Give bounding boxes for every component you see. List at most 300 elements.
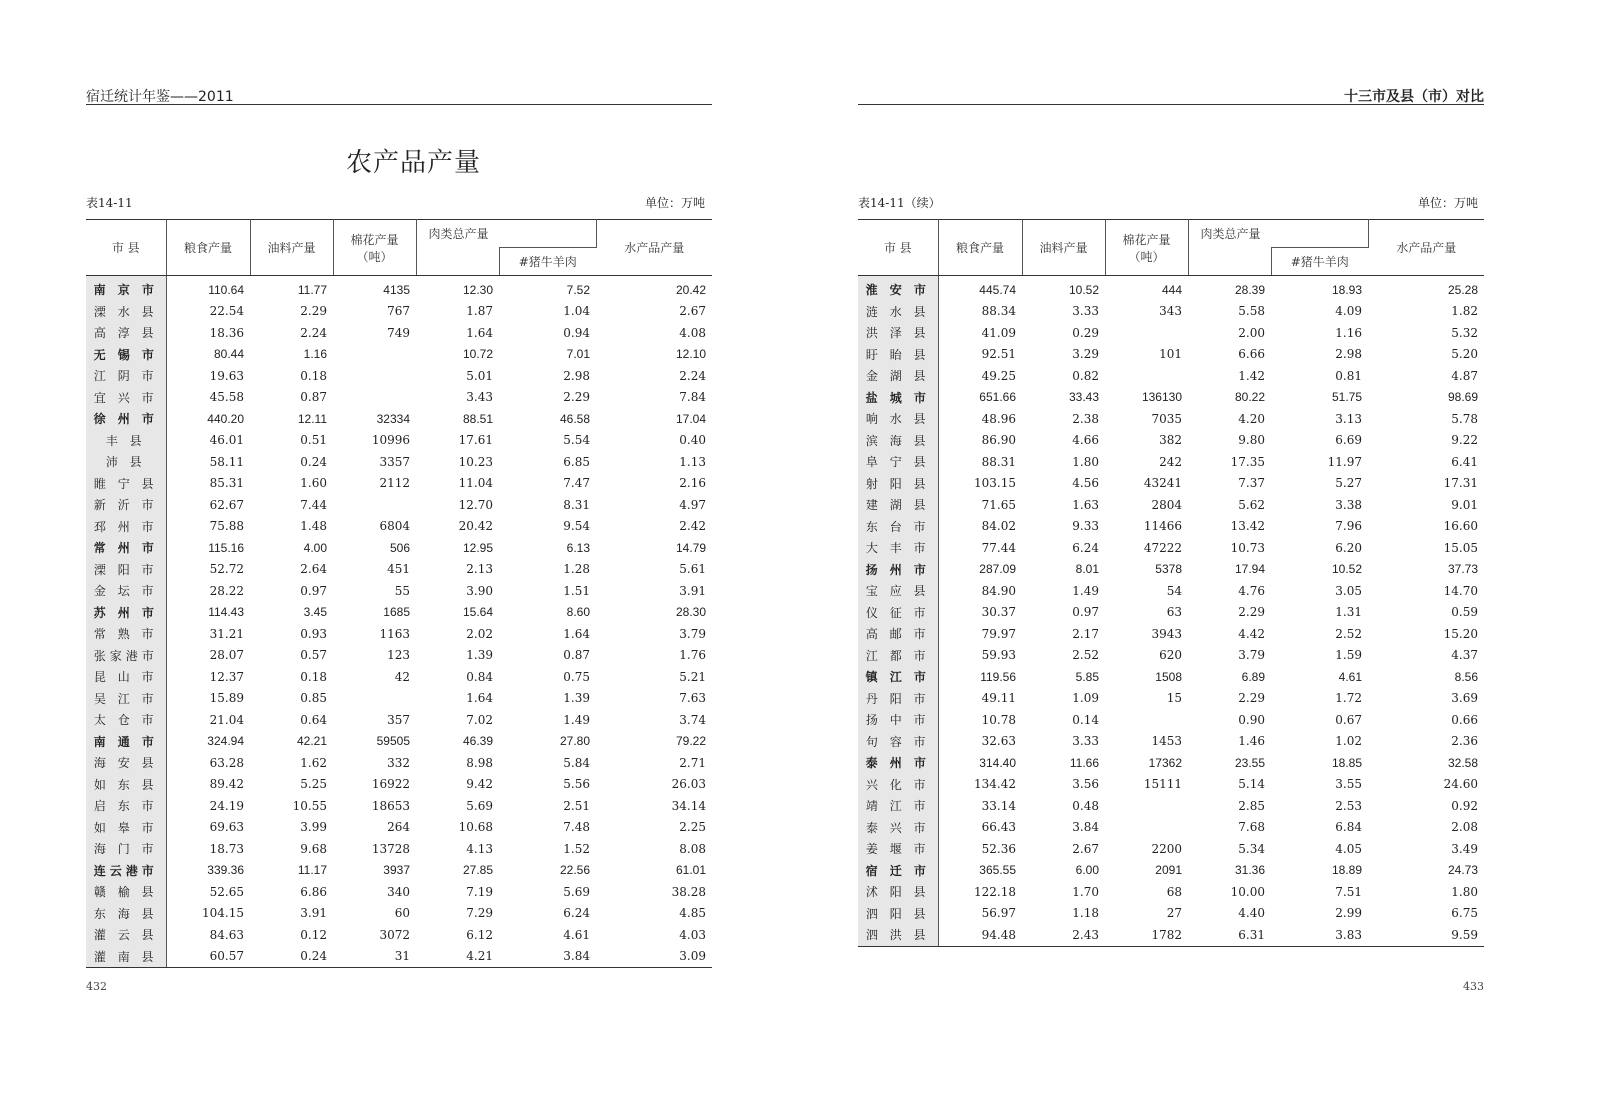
cell-grain: 94.48 [938,924,1022,946]
cell-aquatic: 0.66 [1451,712,1479,727]
cell-grain: 75.88 [209,519,244,534]
cell-meat: 1.46 [1238,734,1265,749]
cell-aquatic: 5.78 [1451,411,1479,426]
cell-grain: 41.09 [981,325,1016,340]
cell-oil: 0.97 [1072,605,1099,620]
row-name: 启 东 市 [86,795,166,817]
cell-meat: 9.42 [466,777,493,792]
cell-grain: 59.93 [981,648,1016,663]
cell-meat-sub: 1.64 [563,626,591,641]
cell-grain: 49.25 [981,368,1016,383]
row-name: 徐 州 市 [86,408,166,430]
table-row [858,408,1484,430]
cell-cotton: 43241 [1143,476,1182,491]
cell-aquatic: 3.74 [679,712,707,727]
unit-label: 单位：万吨 [1417,196,1478,210]
cell-meat-sub: 7.48 [563,820,591,835]
row-name: 海 安 县 [86,752,166,774]
cell-meat: 4.76 [1238,583,1265,598]
cell-aquatic: 28.30 [675,605,707,620]
cell-aquatic: 2.36 [1451,734,1479,749]
cell-cotton: 444 [1161,282,1182,297]
cell-grain: 134.42 [974,777,1016,792]
cell-cotton: 1685 [383,605,410,620]
cell-meat-sub: 1.16 [1335,325,1363,340]
table-row [86,795,712,817]
cell-meat: 1.64 [466,691,493,706]
cell-meat-sub: 4.09 [1335,304,1363,319]
page-number-right: 433 [1463,980,1484,993]
cell-aquatic: 17.04 [675,411,707,426]
cell-meat: 3.43 [466,390,493,405]
cell-meat-sub: 5.69 [563,884,591,899]
cell-meat-sub: 18.85 [1331,755,1363,770]
cell-meat: 10.00 [1230,884,1265,899]
page-title: 农产品产量 [346,148,482,178]
table-row [86,516,712,538]
cell-cotton: 340 [387,884,410,899]
cell-oil: 2.67 [1072,841,1099,856]
cell-grain: 365.55 [979,863,1016,878]
cell-meat: 88.51 [462,411,493,426]
header-meat-sub: #猪牛羊肉 [1271,248,1368,276]
table-row [858,924,1484,946]
cell-oil: 1.70 [1072,884,1099,899]
table-row [86,623,712,645]
row-name: 如 东 县 [86,774,166,796]
cell-grain: 119.56 [980,669,1016,684]
cell-oil: 3.91 [300,906,327,921]
cell-cotton: 15111 [1143,777,1182,792]
header-cotton [1105,220,1188,276]
cell-grain: 32.63 [981,734,1016,749]
cell-cotton: 63 [1166,605,1182,620]
table-row [86,774,712,796]
cell-meat-sub: 6.84 [1335,820,1363,835]
cell-meat: 7.19 [466,884,493,899]
cell-aquatic: 3.09 [596,946,712,968]
cell-aquatic: 26.03 [671,777,707,792]
table-row [858,817,1484,839]
cell-meat-sub: 22.56 [559,863,591,878]
row-name: 大 丰 市 [858,537,938,559]
cell-grain: 49.11 [981,691,1016,706]
cell-meat: 7.29 [466,906,493,921]
row-name: 沛 县 [86,451,166,473]
cell-oil: 0.14 [1072,712,1099,727]
table-row [858,795,1484,817]
cell-grain: 69.63 [209,820,244,835]
row-name: 盱 眙 县 [858,344,938,366]
cell-grain: 18.73 [209,841,244,856]
cell-aquatic: 8.56 [1454,669,1479,684]
cell-meat: 11.04 [458,476,493,491]
cell-aquatic: 38.28 [671,884,707,899]
cell-oil: 0.24 [250,946,333,968]
table-row [86,322,712,344]
cell-meat-sub: 51.75 [1331,390,1363,405]
cell-aquatic: 15.20 [1443,626,1479,641]
cell-oil: 11.66 [1069,755,1099,770]
cell-oil: 0.18 [300,669,327,684]
cell-oil: 1.63 [1072,497,1099,512]
cell-meat: 5.62 [1238,497,1265,512]
table-row [858,430,1484,452]
cell-grain: 12.37 [209,669,244,684]
cell-meat: 5.69 [466,798,493,813]
header-rule [86,104,712,105]
cell-aquatic: 14.70 [1443,583,1479,598]
cell-oil: 6.24 [1072,540,1099,555]
table-row [86,580,712,602]
row-name: 张家港市 [86,645,166,667]
cell-cotton: 55 [394,583,410,598]
cell-grain: 28.07 [209,648,244,663]
cell-grain: 33.14 [981,798,1016,813]
cell-aquatic: 32.58 [1447,755,1479,770]
cell-cotton: 7035 [1151,411,1182,426]
table-row [86,688,712,710]
table-row [858,559,1484,581]
row-name: 丹 阳 市 [858,688,938,710]
cell-grain: 651.66 [979,390,1016,405]
cell-meat: 7.68 [1238,820,1265,835]
table-body-left [86,276,712,968]
cell-meat: 10.68 [458,820,493,835]
table-row [86,344,712,366]
cell-cotton: 1508 [1155,669,1182,684]
cell-meat: 3.90 [466,583,493,598]
cell-meat-sub: 2.29 [563,390,591,405]
table-row [858,709,1484,731]
cell-oil: 0.85 [300,691,327,706]
cell-grain: 46.01 [209,433,244,448]
row-name: 无 锡 市 [86,344,166,366]
row-name: 洪 泽 县 [858,322,938,344]
header-meat: 肉类总产量 [1188,220,1368,248]
header-meat-spacer [416,248,499,276]
table-row [86,276,712,301]
cell-grain: 88.31 [981,454,1016,469]
row-name: 扬 中 市 [858,709,938,731]
cell-oil: 5.25 [300,777,327,792]
cell-aquatic: 17.31 [1443,476,1479,491]
cell-meat: 7.02 [466,712,493,727]
cell-oil: 8.01 [1075,562,1099,577]
table-row [858,537,1484,559]
cell-meat: 10.23 [458,454,493,469]
cell-aquatic: 1.76 [679,648,707,663]
table-row [858,387,1484,409]
cell-grain: 445.74 [979,282,1016,297]
cell-grain: 339.36 [207,863,244,878]
cell-oil: 0.93 [300,626,327,641]
cell-aquatic: 16.60 [1443,519,1479,534]
cell-oil: 0.48 [1072,798,1099,813]
cell-aquatic: 7.84 [679,390,707,405]
cell-aquatic: 25.28 [1447,282,1479,297]
cell-oil: 10.52 [1068,282,1099,297]
row-name: 扬 州 市 [858,559,938,581]
row-name: 仪 征 市 [858,602,938,624]
cell-cotton: 2804 [1151,497,1182,512]
cell-aquatic: 61.01 [675,863,707,878]
cell-cotton: 3357 [379,454,410,469]
cell-cotton: 5378 [1155,562,1182,577]
table-row [86,838,712,860]
cell-grain: 324.94 [207,734,244,749]
header-oil: 油料产量 [1022,220,1105,276]
cell-cotton: 136130 [1141,390,1182,405]
row-name: 常 州 市 [86,537,166,559]
cell-aquatic: 5.21 [679,669,707,684]
cell-meat: 15.64 [462,605,493,620]
cell-meat-sub: 1.59 [1335,648,1363,663]
row-name: 泗 洪 县 [858,924,938,946]
cell-meat: 1.87 [466,304,493,319]
cell-aquatic: 24.60 [1443,777,1479,792]
row-name: 丰 县 [86,430,166,452]
table-row [86,408,712,430]
table-row [858,645,1484,667]
cell-aquatic: 9.22 [1451,433,1479,448]
table-row [858,580,1484,602]
cell-grain: 56.97 [981,906,1016,921]
cell-grain: 24.19 [209,798,244,813]
cell-grain: 52.72 [209,562,244,577]
cell-meat-sub: 0.94 [563,325,591,340]
row-name: 阜 宁 县 [858,451,938,473]
cell-meat: 4.13 [466,841,493,856]
cell-cotton: 17362 [1148,755,1182,770]
cell-oil: 3.33 [1072,734,1099,749]
cell-grain: 84.90 [981,583,1016,598]
cell-meat-sub: 1.28 [563,562,591,577]
cell-cotton: 31 [333,946,416,968]
cell-grain: 62.67 [209,497,244,512]
cell-aquatic: 9.01 [1451,497,1479,512]
table-row [858,516,1484,538]
cell-grain: 110.64 [208,282,244,297]
row-name: 江 都 市 [858,645,938,667]
cell-meat: 4.40 [1238,906,1265,921]
table-row [858,365,1484,387]
cell-oil: 2.43 [1022,924,1105,946]
table-row [86,881,712,903]
cell-aquatic: 1.80 [1451,884,1479,899]
cell-grain: 30.37 [981,605,1016,620]
cell-oil: 11.17 [297,863,327,878]
cell-cotton: 2112 [379,476,410,491]
cell-meat-sub: 3.13 [1335,411,1363,426]
cell-meat: 12.95 [462,540,493,555]
header-cotton-label: 棉花产量 [350,232,399,247]
cell-aquatic: 4.08 [679,325,707,340]
row-name: 响 水 县 [858,408,938,430]
cell-cotton [1105,709,1188,731]
cell-cotton: 54 [1166,583,1182,598]
cell-grain: 15.89 [209,691,244,706]
row-name: 连云港市 [86,860,166,882]
cell-cotton: 42 [394,669,410,684]
cell-oil: 1.80 [1072,454,1099,469]
cell-meat: 6.12 [466,927,493,942]
row-name: 沭 阳 县 [858,881,938,903]
cell-oil: 3.29 [1072,347,1099,362]
cell-meat-sub: 3.84 [499,946,596,968]
table-row [86,666,712,688]
cell-aquatic: 5.32 [1451,325,1479,340]
table-row [86,924,712,946]
cell-aquatic: 24.73 [1447,863,1479,878]
row-name: 宜 兴 市 [86,387,166,409]
cell-meat: 10.72 [462,347,493,362]
header-cotton-unit: （吨） [356,249,393,264]
cell-meat: 2.29 [1238,691,1265,706]
cell-cotton: 6804 [379,519,410,534]
cell-meat-sub: 4.05 [1335,841,1363,856]
cell-meat-sub: 2.53 [1335,798,1363,813]
cell-meat: 17.35 [1230,454,1265,469]
table-row [86,387,712,409]
cell-cotton: 15 [1166,691,1182,706]
cell-cotton: 60 [394,906,410,921]
cell-aquatic: 2.71 [679,755,707,770]
row-name: 东 海 县 [86,903,166,925]
table-row [86,709,712,731]
cell-oil: 42.21 [296,734,327,749]
table-row [858,322,1484,344]
cell-meat-sub: 1.39 [563,691,591,706]
cell-cotton [333,344,416,366]
cell-aquatic: 2.24 [679,368,707,383]
cell-meat-sub: 2.98 [1335,347,1363,362]
cell-meat-sub: 5.84 [563,755,591,770]
cell-grain: 84.02 [981,519,1016,534]
row-name: 靖 江 市 [858,795,938,817]
cell-grain: 440.20 [207,411,244,426]
cell-meat: 6.66 [1238,347,1265,362]
cell-meat: 2.13 [466,562,493,577]
cell-grain: 19.63 [209,368,244,383]
cell-aquatic: 4.87 [1451,368,1479,383]
cell-meat-sub: 5.54 [563,433,591,448]
row-name: 镇 江 市 [858,666,938,688]
table-number: 表14-11 [86,196,133,210]
table-row [858,881,1484,903]
row-name: 如 皋 市 [86,817,166,839]
cell-cotton: 1163 [379,626,410,641]
header-aquatic: 水产品产量 [596,220,712,276]
cell-meat-sub: 0.67 [1335,712,1363,727]
cell-meat-sub: 2.51 [563,798,591,813]
cell-cotton: 68 [1166,884,1182,899]
cell-meat-sub: 1.51 [563,583,591,598]
cell-cotton [1105,795,1188,817]
row-name: 苏 州 市 [86,602,166,624]
cell-grain: 84.63 [209,927,244,942]
table-row [86,602,712,624]
cell-oil: 0.29 [1072,325,1099,340]
cell-meat-sub: 3.38 [1335,497,1363,512]
table-row [858,666,1484,688]
cell-meat: 2.29 [1238,605,1265,620]
cell-grain: 80.44 [213,347,244,362]
cell-aquatic: 79.22 [675,734,707,749]
cell-grain: 52.36 [981,841,1016,856]
row-name: 灌 云 县 [86,924,166,946]
cell-aquatic: 8.08 [679,841,707,856]
cell-grain: 66.43 [981,820,1016,835]
cell-grain: 21.04 [209,712,244,727]
table-body-right [858,276,1484,947]
cell-cotton: 18653 [371,798,410,813]
cell-cotton: 1782 [1105,924,1188,946]
cell-cotton: 2091 [1155,863,1182,878]
cell-meat-sub: 7.47 [563,476,591,491]
cell-oil: 0.57 [300,648,327,663]
cell-meat-sub: 2.52 [1335,626,1363,641]
cell-cotton: 4135 [383,282,410,297]
row-name: 江 阴 市 [86,365,166,387]
cell-meat: 46.39 [462,734,493,749]
cell-aquatic: 4.97 [679,497,707,512]
cell-oil: 1.16 [303,347,327,362]
cell-cotton [333,387,416,409]
cell-grain: 52.65 [209,884,244,899]
cell-aquatic: 37.73 [1447,562,1479,577]
cell-meat-sub: 11.97 [1327,454,1363,469]
table-row [86,903,712,925]
cell-aquatic: 3.91 [679,583,707,598]
cell-meat-sub: 4.61 [1338,669,1363,684]
cell-grain: 18.36 [209,325,244,340]
cell-oil: 3.56 [1072,777,1099,792]
cell-aquatic: 6.75 [1451,906,1479,921]
cell-meat-sub: 0.81 [1335,368,1363,383]
cell-cotton: 3937 [383,863,410,878]
data-table-right [858,219,1484,947]
cell-grain: 58.11 [209,454,244,469]
row-name: 常 熟 市 [86,623,166,645]
cell-grain: 45.58 [209,390,244,405]
row-name: 泰 兴 市 [858,817,938,839]
cell-meat: 5.14 [1238,777,1265,792]
row-name: 宿 迁 市 [858,860,938,882]
header-county: 市 县 [858,220,938,276]
running-head-right: 十三市及县（市）对比 [1344,89,1484,105]
cell-oil: 11.77 [297,282,327,297]
cell-aquatic: 7.63 [679,691,707,706]
cell-aquatic: 0.59 [1451,605,1479,620]
cell-meat-sub: 0.87 [563,648,591,663]
cell-oil: 3.45 [303,605,327,620]
cell-grain: 28.22 [209,583,244,598]
cell-meat: 27.85 [462,863,493,878]
unit-label: 单位：万吨 [644,196,705,210]
cell-oil: 0.24 [300,454,327,469]
cell-aquatic: 12.10 [675,347,707,362]
cell-grain: 22.54 [209,304,244,319]
cell-grain: 314.40 [979,755,1016,770]
cell-cotton: 11466 [1143,519,1182,534]
cell-oil: 6.00 [1075,863,1099,878]
cell-meat-sub: 8.60 [566,605,591,620]
cell-cotton [333,688,416,710]
row-name: 泗 阳 县 [858,903,938,925]
cell-cotton [1105,322,1188,344]
cell-meat-sub: 1.52 [563,841,591,856]
